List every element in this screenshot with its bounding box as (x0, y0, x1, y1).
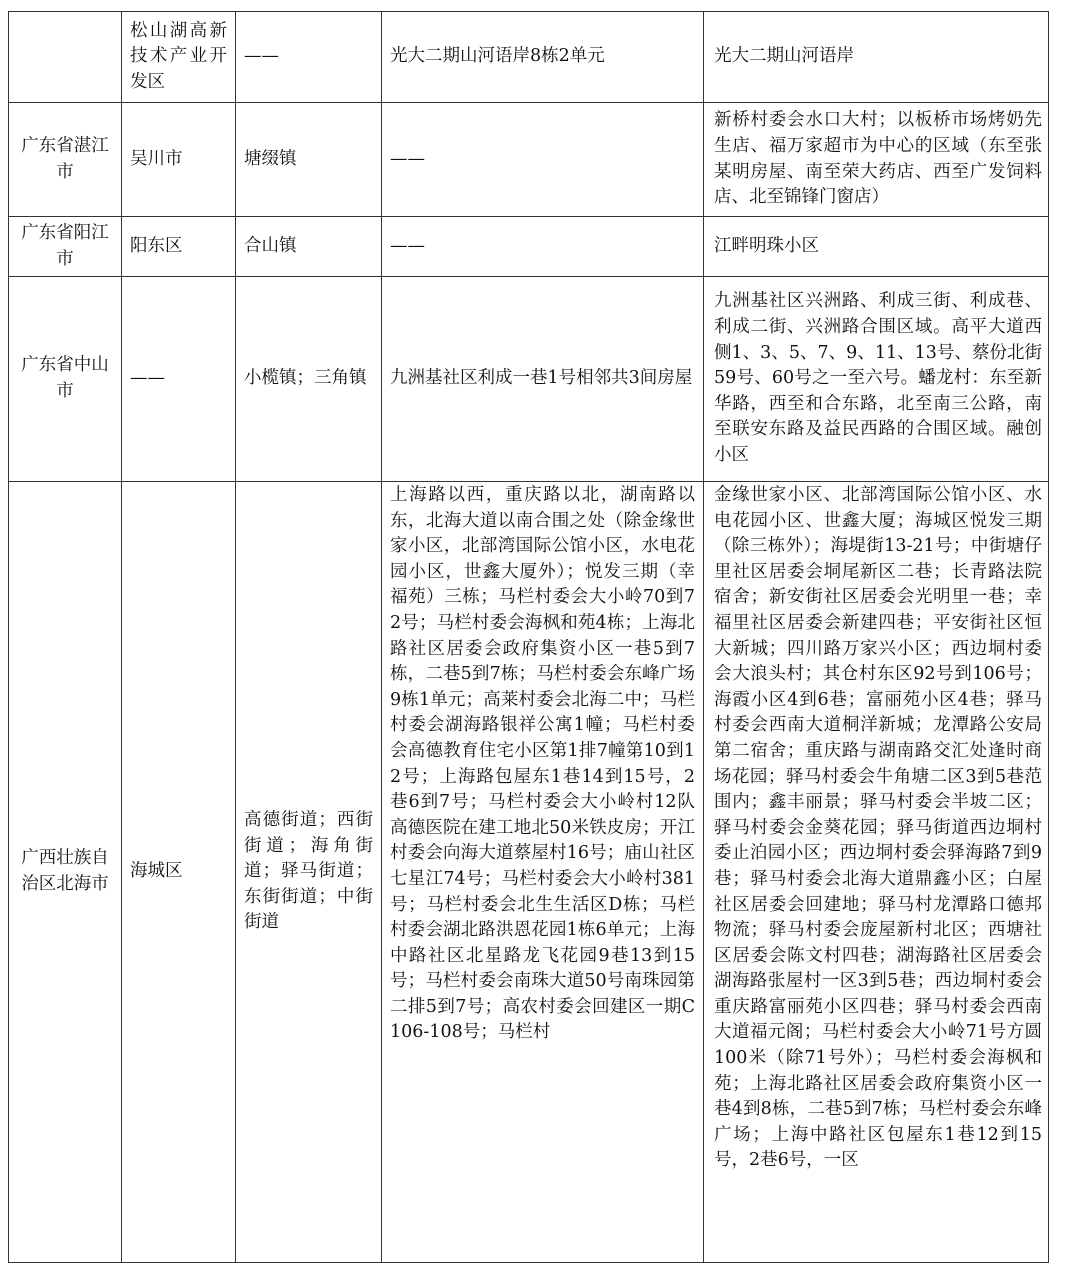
district-cell: 吴川市 (122, 103, 236, 217)
high-risk-area-cell: —— (382, 103, 704, 217)
table-row (9, 103, 1049, 217)
table-row (9, 217, 1049, 277)
province-city-cell: 广东省湛江市 (9, 103, 122, 217)
town-cell: 合山镇 (236, 217, 382, 277)
table-row (9, 482, 1049, 1263)
table-row (9, 12, 1049, 103)
high-risk-area-text: 上海路以西，重庆路以北，湖南路以东，北海大道以南合围之处（除金缘世家小区，北部湾国际公馆小区，水电花园小区，世鑫大厦外）；悦发三期（幸福苑）三栋；马栏村委会大小岭70到72号；马栏村委会海枫和苑4栋；上海北路社区居委会政府集资小区一巷5到7栋，二巷5到7栋；马栏村委会东峰广场9栋1单元；高莱村委会北海二中；马栏村委会湖海路银祥公寓1幢；马栏村委会高德教育住宅小区第1排7幢第10到12号；上海路包屋东1巷14到15号，2巷6到7号；马栏村委会大小岭村12队高德医院在建工地北50米铁皮房；开江村委会向海大道蔡屋村16号；庙山社区七星江74号；马栏村委会大小岭村381号；马栏村委会北生生活区D栋；马栏村委会湖北路洪恩花园1栋6单元；上海中路社区北星路龙飞花园9巷13到15号；马栏村委会南珠大道50号南珠园第二排5到7号；高农村委会回建区一期C106-108号；马栏村 (390, 485, 695, 1043)
province-city-cell (9, 12, 122, 103)
risk-area-sheet (8, 11, 1048, 1263)
medium-risk-area-text: 金缘世家小区、北部湾国际公馆小区、水电花园小区、世鑫大厦；海城区悦发三期（除三栋外）；海堤街13-21号；中街塘仔里社区居委会垌尾新区二巷；长青路法院宿舍；新安街社区居委会光明里一巷；幸福里社区居委会新建四巷；平安街社区恒大新城；四川路万家兴小区；西边垌村委会大浪头村；其仓村东区92号到106号；海霞小区4到6巷；富丽苑小区4巷；驿马村委会西南大道桐洋新城；龙潭路公安局第二宿舍；重庆路与湖南路交汇处逢时商场花园；驿马村委会牛角塘二区3到5巷范围内；鑫丰丽景；驿马村委会半坡二区；驿马村委会金葵花园；驿马街道西边垌村委止泊园小区；西边垌村委会驿海路7到9巷；驿马村委会北海大道鼎鑫小区；白屋社区居委会回建地；驿马村龙潭路口德邦物流；驿马村委会庞屋新村北区；西塘社区居委会陈文村四巷；湖海路社区居委会湖海路张屋村一区3到5巷；西边垌村委会重庆路富丽苑小区四巷；驿马村委会西南大道福元阁；马栏村委会大小岭71号方圆100米（除71号外）；马栏村委会海枫和苑；上海北路社区居委会政府集资小区一巷4到8栋，二巷5到7栋；马栏村委会东峰广场；上海中路社区包屋东1巷12到15号，2巷6号，一区 (714, 485, 1042, 1171)
town-cell: —— (236, 12, 382, 103)
risk-area-table (8, 11, 1049, 1263)
table-row (9, 277, 1049, 482)
high-risk-area-cell: 九洲基社区利成一巷1号相邻共3间房屋 (382, 277, 704, 482)
high-risk-area-cell: 光大二期山河语岸8栋2单元 (382, 12, 704, 103)
medium-risk-area-cell: 光大二期山河语岸 (704, 12, 1049, 103)
province-city-cell: 广西壮族自治区北海市 (9, 482, 122, 1263)
district-cell: 松山湖高新技术产业开发区 (122, 12, 236, 103)
medium-risk-area-cell: 江畔明珠小区 (704, 217, 1049, 277)
province-city-cell: 广东省中山市 (9, 277, 122, 482)
high-risk-area-cell (382, 482, 704, 1263)
town-cell: 高德街道；西街街道；海角街道；驿马街道；东街街道；中街街道 (236, 482, 382, 1263)
medium-risk-area-cell: 新桥村委会水口大村；以板桥市场烤奶先生店、福万家超市为中心的区域（东至张某明房屋、南至荣大药店、西至广发饲料店、北至锦锋门窗店） (704, 103, 1049, 217)
town-cell: 小榄镇；三角镇 (236, 277, 382, 482)
high-risk-area-cell: —— (382, 217, 704, 277)
district-cell: 海城区 (122, 482, 236, 1263)
town-cell: 塘缀镇 (236, 103, 382, 217)
medium-risk-area-cell (704, 482, 1049, 1263)
province-city-cell: 广东省阳江市 (9, 217, 122, 277)
district-cell: 阳东区 (122, 217, 236, 277)
medium-risk-area-cell: 九洲基社区兴洲路、利成三街、利成巷、利成二街、兴洲路合围区域。高平大道西侧1、3、5、7、9、11、13号、蔡份北街59号、60号之一至六号。蟠龙村：东至新华路，西至和合东路，北至南三公路，南至联安东路及益民西路的合围区域。融创小区 (704, 277, 1049, 482)
district-cell: —— (122, 277, 236, 482)
